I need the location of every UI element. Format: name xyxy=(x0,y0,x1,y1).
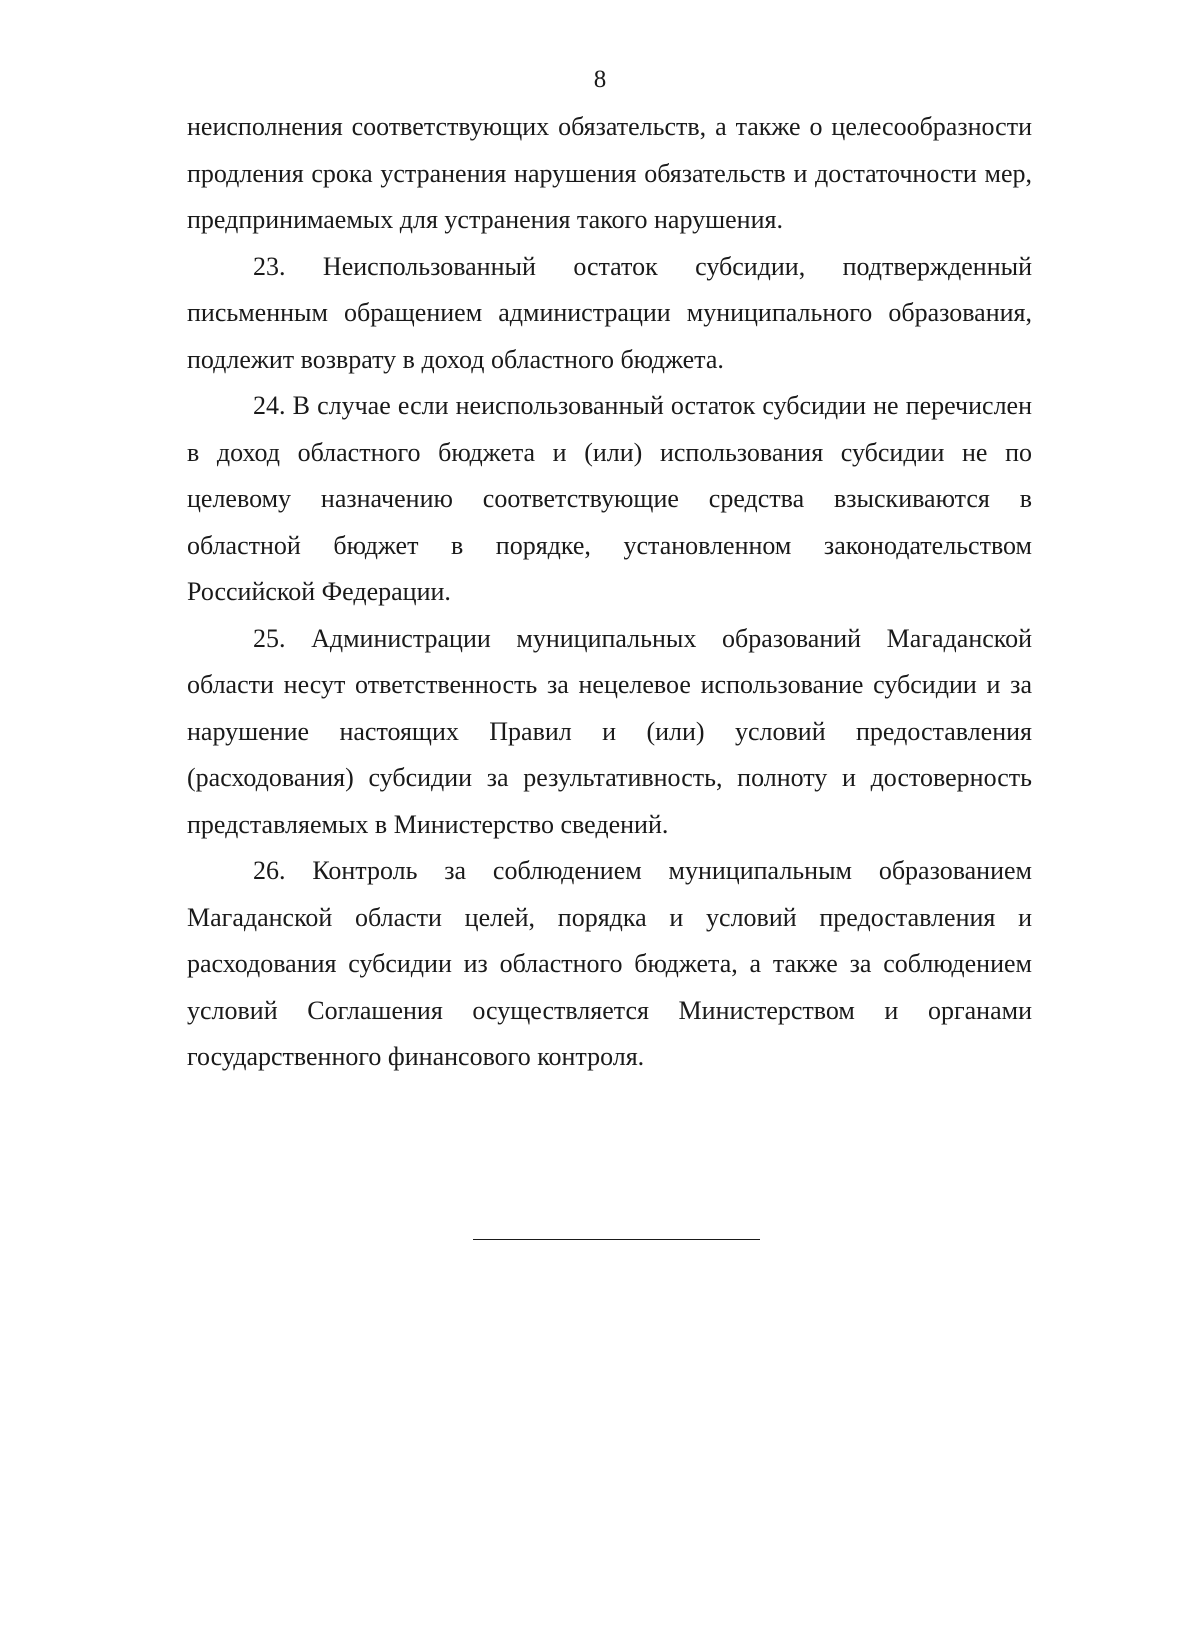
document-body xyxy=(187,104,1032,1081)
paragraph-26: 26. Контроль за соблюдением муниципальным образованием Магаданской области целей, порядка и условий предоставления и расходования субсидии из областного бюджета, а также за соблюдением условий Соглашения осуществляется Министерством и органами государственного финансового контроля. xyxy=(187,856,1032,1071)
paragraph-continuation: неисполнения соответствующих обязательств, а также о целесообразности продления срока устранения нарушения обязательств и достаточности мер, предпринимаемых для устранения такого нарушения. xyxy=(187,112,1032,234)
paragraph-24: 24. В случае если неиспользованный остаток субсидии не перечислен в доход областного бюджета и (или) использования субсидии не по целевому назначению соответствующие средства взыскиваются в областной бюджет в порядке, установленном законодательством Российской Федерации. xyxy=(187,391,1032,606)
paragraph-25: 25. Администрации муниципальных образований Магаданской области несут ответственность за нецелевое использование субсидии и за нарушение настоящих Правил и (или) условий предоставления (расходования) субсидии за результативность, полноту и достоверность представляемых в Министерство сведений. xyxy=(187,623,1032,839)
end-of-document-rule xyxy=(473,1239,760,1240)
page-number: 8 xyxy=(593,66,607,93)
paragraph-23: 23. Неиспользованный остаток субсидии, подтвержденный письменным обращением администрации муниципального образования, подлежит возврату в доход областного бюджета. xyxy=(187,251,1032,374)
